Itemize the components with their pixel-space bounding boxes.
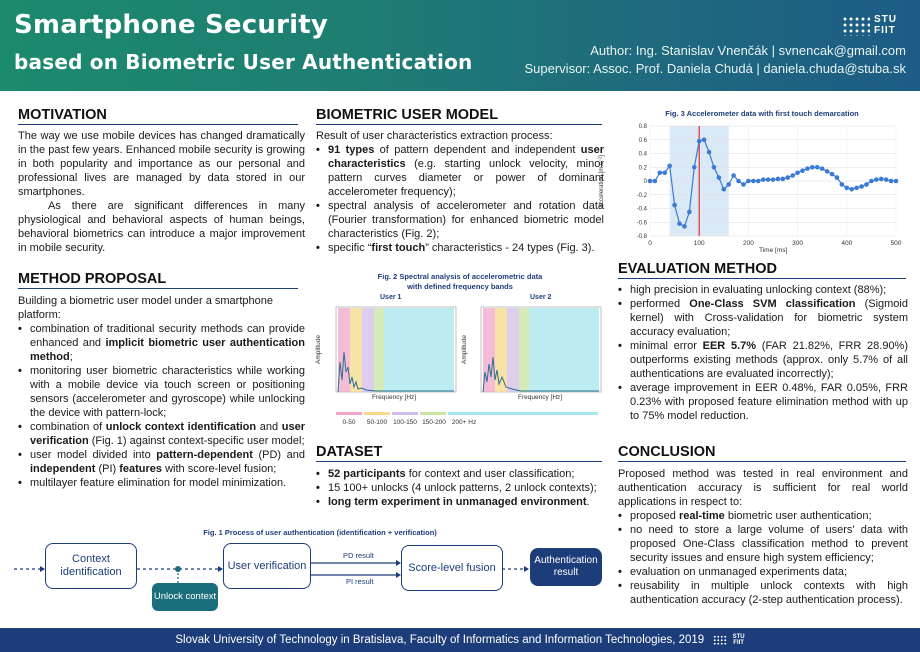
data-point (712, 165, 717, 170)
data-point (682, 224, 687, 229)
data-point (854, 186, 859, 191)
data-point (830, 172, 835, 177)
method-heading: METHOD PROPOSAL (18, 271, 298, 289)
data-point (874, 177, 879, 182)
data-point (776, 177, 781, 182)
logo-dots-icon (842, 16, 870, 36)
data-point (820, 166, 825, 171)
header-banner (0, 0, 920, 91)
pi-result-label: PI result (346, 577, 374, 586)
stu-fiit-logo (842, 14, 906, 38)
spectrum-user1 (336, 307, 456, 392)
data-point (761, 177, 766, 182)
data-point (810, 165, 815, 170)
data-point (845, 186, 850, 191)
x-tick-label: 200 (742, 240, 754, 247)
conclusion-list (618, 509, 908, 607)
data-point (785, 175, 790, 180)
y-tick-label: -0.4 (636, 206, 647, 213)
x-tick-label: 0 (648, 240, 652, 247)
list-item: • multilayer feature elimination for model minimization. (18, 476, 305, 490)
data-point (889, 179, 894, 184)
list-item: • user model divided into pattern-dependent (PD) and independent (PI) features with score-level fusion; (18, 448, 305, 476)
fig2-user2-ylabel: Amplitude (460, 335, 468, 364)
footer-bar (0, 628, 920, 652)
data-point (781, 177, 786, 182)
band-label-0-50: 0-50 (342, 419, 356, 426)
data-point (805, 166, 810, 171)
y-tick-label: 0.2 (638, 165, 647, 172)
motivation-paragraph-2: As there are significant differences in many physiological and behavioral aspects of human beings, behavioral biometrics can introduce a major improvement in mobile security. (18, 200, 305, 254)
motivation-text (18, 129, 305, 255)
accelerometer-chart (614, 120, 910, 256)
data-point (707, 150, 712, 155)
data-point (687, 210, 692, 215)
pd-result-label: PD result (343, 551, 374, 560)
biometric-intro: Result of user characteristics extraction process: (316, 130, 553, 142)
band-label-100-150: 100-150 (393, 419, 417, 426)
data-point (736, 179, 741, 184)
y-tick-label: 0.6 (638, 137, 647, 144)
evaluation-text (618, 283, 908, 423)
dataset-text (316, 467, 606, 509)
data-point (658, 170, 663, 175)
biometric-heading: BIOMETRIC USER MODEL (316, 107, 602, 125)
supervisor-line: Supervisor: Assoc. Prof. Daniela Chudá | daniela.chuda@stuba.sk (524, 61, 906, 76)
x-tick-label: 500 (890, 240, 902, 247)
data-point (756, 179, 761, 184)
dataset-list (316, 467, 606, 509)
spectrum-user2 (481, 307, 601, 392)
biometric-text (316, 129, 604, 255)
data-point (677, 221, 682, 226)
data-point (840, 182, 845, 187)
y-tick-label: -0.8 (636, 234, 647, 240)
method-intro: Building a biometric user model under a smartphone platform: (18, 295, 273, 321)
y-tick-label: 0 (643, 179, 647, 185)
dataset-heading: DATASET (316, 444, 602, 462)
list-item: • combination of traditional security methods can provide enhanced and implicit biometric user authentication method; (18, 322, 305, 364)
unlock-context-box: Unlock context (152, 583, 218, 611)
fig1-caption: Fig. 1 Process of user authentication (identification + verification) (203, 528, 437, 537)
data-point (864, 182, 869, 187)
fig2-user1-title: User 1 (380, 294, 402, 301)
y-tick-label: -0.2 (636, 192, 647, 199)
data-point (702, 137, 707, 142)
list-item: • average improvement in EER 0.48%, FAR 0.05%, FRR 0.23% with proposed feature elimination method with up to 75% model reduction. (618, 381, 908, 423)
list-item: • evaluation on unmanaged experiments data; (618, 565, 908, 579)
conclusion-heading: CONCLUSION (618, 444, 906, 462)
user-verification-box: User verification (223, 543, 311, 589)
data-point (717, 175, 722, 180)
motivation-paragraph-1: The way we use mobile devices has changed dramatically in the past few years. Enhanced mobile security is growing in both popularity and importance as our personal and professional lives are managed by data stored in our smartphones. (18, 130, 305, 198)
data-point (766, 177, 771, 182)
context-identification-box: Context identification (45, 543, 137, 589)
conclusion-intro: Proposed method was tested in real environment and authentication accuracy is sufficient for real world applications in respect to: (618, 468, 908, 508)
data-point (697, 139, 702, 144)
list-item: • specific “first touch” characteristics - 24 types (Fig. 3). (316, 241, 604, 255)
fig2-user2-xlabel: Frequency [Hz] (518, 394, 563, 401)
poster-title-line1: Smartphone Security (14, 10, 328, 40)
band-label-200hz: 200+ Hz (451, 419, 477, 426)
footer-logo-text: STU FIIT (732, 633, 745, 646)
data-point (692, 165, 697, 170)
x-tick-label: 100 (693, 240, 705, 247)
score-fusion-box: Score-level fusion (401, 545, 503, 591)
data-point (790, 173, 795, 178)
fig2-user1-ylabel: Amplitude (314, 335, 322, 364)
data-point (835, 175, 840, 180)
list-item: • 15 100+ unlocks (4 unlock patterns, 2 unlock contexts); (316, 481, 606, 495)
list-item: • high precision in evaluating unlocking context (88%); (618, 283, 908, 297)
list-item: • reusability in multiple unlock contexts with high authentication accuracy (2-step authentication process). (618, 579, 908, 607)
fig3-ylabel: Acceleration [m.s⁻²] (598, 155, 605, 208)
method-text (18, 294, 305, 490)
footer-logo-icon (713, 635, 727, 645)
list-item: • monitoring user biometric characteristics while working with a mobile device via touch screen or positioning sensors (accelerometer and gyroscope) while unlocking the device with pattern-lock; (18, 364, 305, 420)
logo-text-line2: FIIT (874, 25, 896, 36)
data-point (751, 179, 756, 184)
data-point (884, 177, 889, 182)
x-tick-label: 300 (792, 240, 804, 247)
authentication-result-box: Authentication result (530, 548, 602, 586)
list-item: • proposed real-time biometric user authentication; (618, 509, 908, 523)
list-item: • 52 participants for context and user classification; (316, 467, 606, 481)
data-point (722, 187, 727, 192)
y-tick-label: 0.8 (638, 124, 647, 130)
band-label-50-100: 50-100 (366, 419, 388, 426)
fig2-user1-xlabel: Frequency [Hz] (372, 394, 417, 401)
evaluation-list (618, 283, 908, 423)
data-point (731, 173, 736, 178)
fig3-xlabel: Time [ms] (759, 247, 788, 254)
data-point (859, 184, 864, 189)
list-item: • performed One-Class SVM classification (Sigmoid kernel) with Cross-validation for biometric system accuracy evaluation; (618, 297, 908, 339)
list-item: • long term experiment in unmanaged environment. (316, 495, 606, 509)
data-point (795, 170, 800, 175)
data-point (800, 168, 805, 173)
x-tick-label: 400 (841, 240, 853, 247)
data-point (815, 165, 820, 170)
data-point (746, 179, 751, 184)
evaluation-heading: EVALUATION METHOD (618, 261, 906, 279)
author-line: Author: Ing. Stanislav Vnenčák | svnencak@gmail.com (590, 43, 906, 58)
list-item: • no need to store a large volume of users' data with proposed One-Class classification method to prevent security issues and ensure high system efficiency; (618, 523, 908, 565)
conclusion-text (618, 467, 908, 607)
fig2-user2-title: User 2 (530, 294, 552, 301)
data-point (869, 179, 874, 184)
data-point (825, 169, 830, 174)
method-list (18, 322, 305, 490)
data-point (849, 187, 854, 192)
y-tick-label: -0.6 (636, 220, 647, 227)
data-point (648, 179, 653, 184)
fig3-caption: Fig. 3 Accelerometer data with first touch demarcation (665, 109, 859, 118)
biometric-list (316, 143, 604, 255)
data-point (879, 177, 884, 182)
band-legend (336, 412, 598, 415)
list-item: • spectral analysis of accelerometer and rotation data (Fourier transformation) for enhanced biometric model characteristics (Fig. 2); (316, 199, 604, 241)
logo-text-line1: STU (874, 14, 897, 25)
poster-title-line2: based on Biometric User Authentication (14, 50, 473, 74)
data-point (726, 182, 731, 187)
data-point (741, 182, 746, 187)
author-info (524, 42, 906, 78)
list-item: • 91 types of pattern dependent and independent user characteristics (e.g. starting unlock velocity, minor pattern curves diameter or power of dominant accelerometer frequency); (316, 143, 604, 199)
footer-text: Slovak University of Technology in Bratislava, Faculty of Informatics and Information Technologies, 2019 (175, 634, 705, 646)
list-item: • minimal error EER 5.7% (FAR 21.82%, FRR 28.90%) outperforms existing methods (approx. only 5.7% of all authentications are evaluated incorrectly); (618, 339, 908, 381)
y-tick-label: 0.4 (638, 151, 647, 158)
data-point (667, 164, 672, 169)
list-item: • combination of unlock context identification and user verification (Fig. 1) against context-specific user model; (18, 420, 305, 448)
data-point (653, 179, 658, 184)
data-point (662, 170, 667, 175)
fig2-caption: Fig. 2 Spectral analysis of accelerometric data with defined frequency bands (377, 272, 543, 291)
data-point (771, 177, 776, 182)
motivation-heading: MOTIVATION (18, 107, 298, 125)
data-point (672, 203, 677, 208)
band-label-150-200: 150-200 (422, 419, 446, 426)
data-point (894, 179, 899, 184)
